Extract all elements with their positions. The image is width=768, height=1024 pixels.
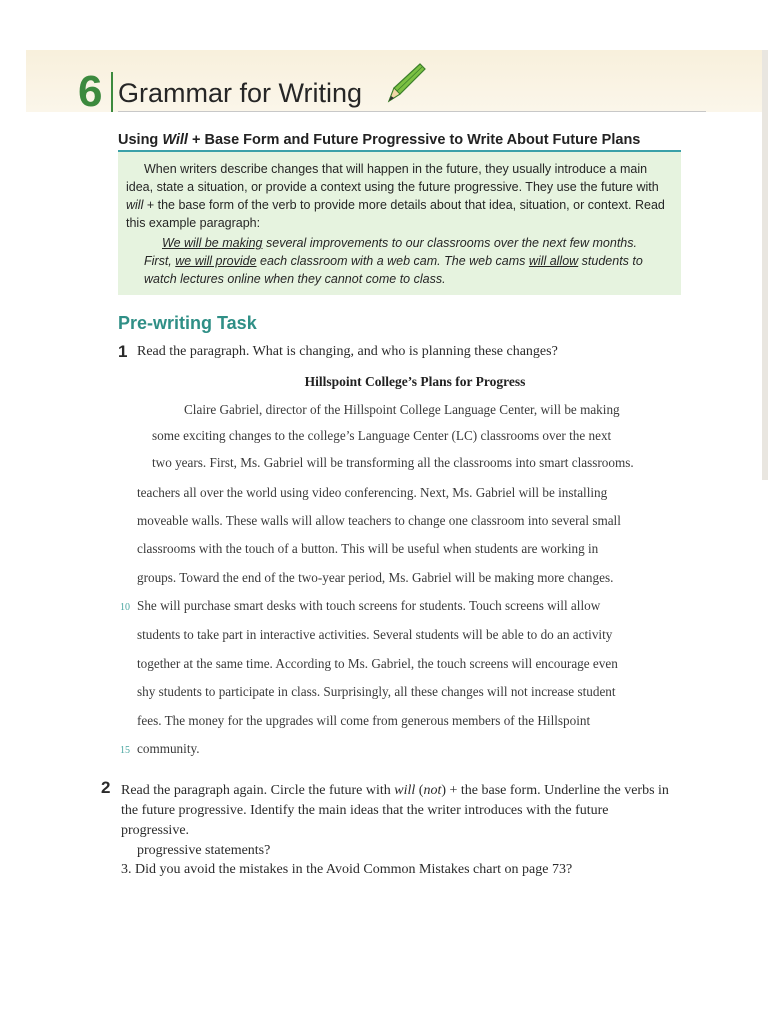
grammar-explanation <box>126 160 666 232</box>
question-1-text: Read the paragraph. What is changing, and who is planning these changes? <box>137 344 558 359</box>
reading-line: two years. First, Ms. Gabriel will be transforming all the classrooms into smart classrooms. <box>152 455 634 470</box>
q2-not: not <box>423 783 442 798</box>
section-divider <box>111 72 113 112</box>
question-1-number: 1 <box>118 342 128 361</box>
section-title: Grammar for Writing <box>118 78 363 108</box>
title-rule <box>118 111 706 112</box>
example-future-progressive: We will be making <box>162 236 263 250</box>
reading-line: community. <box>137 741 200 756</box>
subheading-will: Will <box>162 132 188 148</box>
question-2-text <box>121 781 671 841</box>
intro-text-1: When writers describe changes that will happen in the future, they usually introduce a main idea, state a situation, or provide a context using the future progressive. They use the future with <box>126 162 659 194</box>
intro-will: will <box>126 198 144 212</box>
reading-line: some exciting changes to the college’s Language Center (LC) classrooms over the next <box>152 428 612 443</box>
reading-line: teachers all over the world using video conferencing. Next, Ms. Gabriel will be installing <box>137 485 608 500</box>
intro-text-2: + the base form of the verb to provide more details about that idea, situation, or context. Read this example paragraph: <box>126 198 665 230</box>
section-number: 6 <box>78 67 103 116</box>
reading-line: students to take part in interactive activities. Several students will be able to do an activity <box>137 627 613 642</box>
example-will-allow: will allow <box>528 254 579 268</box>
example-paragraph <box>144 234 654 288</box>
q2-text-2: ( <box>415 783 424 798</box>
reading-line: Claire Gabriel, director of the Hillspoint College Language Center, will be making <box>184 402 620 417</box>
subheading-prefix: Using <box>118 132 163 148</box>
example-text-1: several improvements to our classrooms over the next few months. First, <box>144 236 637 268</box>
checklist-line: progressive statements? <box>137 843 271 858</box>
reading-line: together at the same time. According to Ms. Gabriel, the touch screens will encourage even <box>137 656 618 671</box>
reading-line: classrooms with the touch of a button. This will be useful when students are working in <box>137 541 599 556</box>
reading-line: fees. The money for the upgrades will come from generous members of the Hillspoint <box>137 713 591 728</box>
line-number-15: 15 <box>120 745 130 756</box>
q2-text-3: ) + the base form. Underline the verbs in the future progressive. Identify the main ideas that the writer introduces with the future progressive. <box>121 783 669 838</box>
reading-line: shy students to participate in class. Surprisingly, all these changes will not increase student <box>137 684 616 699</box>
example-text-2: each classroom with a web cam. The web cams <box>256 254 529 268</box>
reading-line: moveable walls. These walls will allow teachers to change one classroom into several small <box>137 513 621 528</box>
prewriting-heading: Pre-writing Task <box>118 313 257 333</box>
q2-text-1: Read the paragraph again. Circle the future with <box>121 783 395 798</box>
checklist-item-3: 3. Did you avoid the mistakes in the Avoid Common Mistakes chart on page 73? <box>121 862 573 877</box>
reading-line: groups. Toward the end of the two-year period, Ms. Gabriel will be making more changes. <box>137 570 614 585</box>
question-2-number: 2 <box>101 778 111 797</box>
example-text-3: students to watch lectures online when they cannot come to class. <box>144 254 643 286</box>
q2-will: will <box>394 783 416 798</box>
example-will-provide: we will provide <box>175 254 257 268</box>
lesson-subheading <box>118 132 640 148</box>
pencil-icon <box>384 60 428 104</box>
subheading-rest: + Base Form and Future Progressive to Write About Future Plans <box>187 132 641 148</box>
page-edge-shadow <box>762 50 768 480</box>
reading-title: Hillspoint College’s Plans for Progress <box>304 374 526 389</box>
line-number-10: 10 <box>120 602 130 613</box>
reading-line: She will purchase smart desks with touch screens for students. Touch screens will allow <box>137 598 601 613</box>
